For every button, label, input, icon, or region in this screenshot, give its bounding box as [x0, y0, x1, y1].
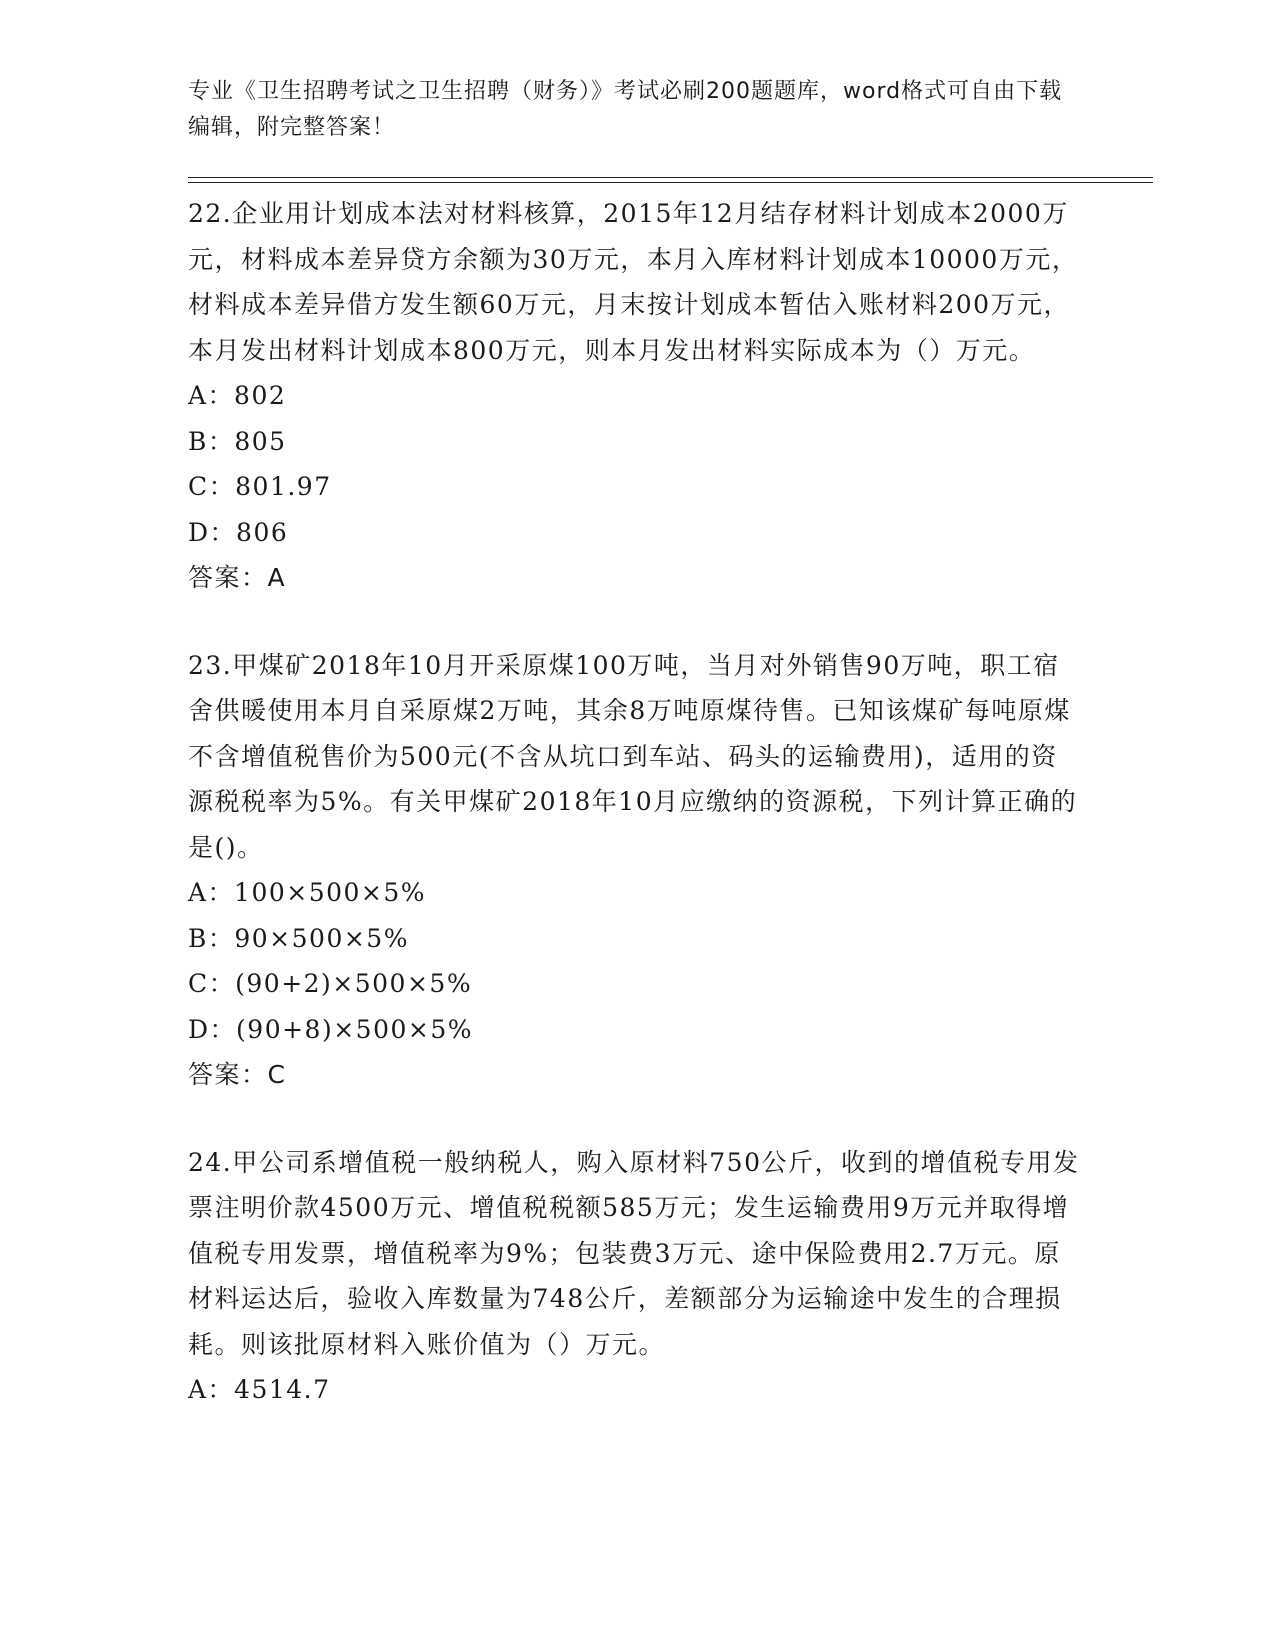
question-list [188, 191, 1083, 1455]
option-d: D：(90+8)×500×5% [188, 1014, 473, 1044]
option-d: D：806 [188, 517, 289, 547]
option-c: C：801.97 [188, 472, 332, 501]
option-a: A：4514.7 [188, 1375, 331, 1404]
question-text: 23.甲煤矿2018年10月开采原煤100万吨，当月对外销售90万吨，职工宿舍供暖使用本月自采原煤2万吨，其余8万吨原煤待售。已知该煤矿每吨原煤不含增值税售价为500元(不含从坑口到车站、码头的运输费用)，适用的资源税税率为5%。有关甲煤矿2018年10月应缴纳的资源税，下列计算正确的是()。 [188, 650, 1078, 862]
answer-line: 答案：A [188, 563, 287, 592]
question-22 [188, 191, 1083, 601]
answer-line: 答案：C [188, 1060, 287, 1089]
header-rule-bottom [188, 182, 1153, 183]
option-a: A：802 [188, 381, 287, 410]
option-b: B：805 [188, 426, 287, 456]
question-text: 22.企业用计划成本法对材料核算，2015年12月结存材料计划成本2000万元，材料成本差异贷方余额为30万元，本月入库材料计划成本10000万元，材料成本差异借方发生额60万元，月末按计划成本暂估入账材料200万元，本月发出材料计划成本800万元，则本月发出材料实际成本为（）万元。 [188, 199, 1079, 365]
header-rule-top [188, 177, 1153, 178]
document-header: 专业《卫生招聘考试之卫生招聘（财务）》考试必刷200题题库，word格式可自由下载编辑，附完整答案！ [188, 79, 1063, 140]
option-b: B：90×500×5% [188, 923, 409, 953]
option-a: A：100×500×5% [188, 878, 427, 907]
question-text: 24.甲公司系增值税一般纳税人，购入原材料750公斤，收到的增值税专用发票注明价款4500万元、增值税税额585万元；发生运输费用9万元并取得增值税专用发票，增值税率为9%；包装费3万元、途中保险费用2.7万元。原材料运达后，验收入库数量为748公斤，差额部分为运输途中发生的合理损耗。则该批原材料入账价值为（）万元。 [188, 1147, 1080, 1359]
question-24 [188, 1140, 1083, 1413]
question-23 [188, 643, 1083, 1098]
option-c: C：(90+2)×500×5% [188, 969, 473, 998]
